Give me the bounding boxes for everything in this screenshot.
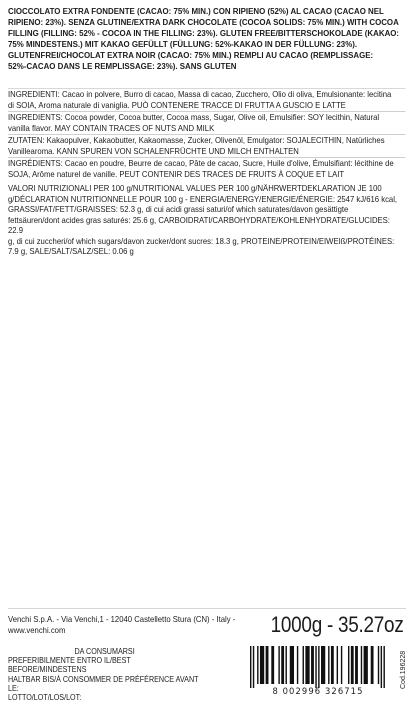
barcode-bar	[331, 646, 334, 684]
barcode-bar	[381, 646, 382, 688]
barcode-bar	[315, 646, 316, 688]
ingredients-section	[8, 88, 405, 180]
product-code: Cod.196228	[400, 650, 407, 689]
producer-address: Venchi S.p.A. - Via Venchi,1 - 12040 Castelletto Stura (CN) - Italy -	[8, 614, 236, 624]
barcode-bar	[260, 646, 264, 684]
ingredients-line: INGREDIENTS: Cocoa powder, Cocoa butter, Cocoa mass, Sugar, Olive oil, Emulsifier: SOY lecithin, Natural	[8, 112, 380, 122]
title-line: CIOCCOLATO EXTRA FONDENTE (CACAO: 75% MIN.) CON RIPIENO (52%) AL CACAO (CACAO NEL	[8, 6, 384, 16]
ingredients-line: SOJA, Arôme naturel de vanille. PEUT CONTENIR DES TRACES DE FRUITS À COQUE ET LAIT	[8, 169, 345, 179]
ingredients-it	[8, 88, 405, 111]
ingredients-line: vanilla flavor. MAY CONTAIN TRACES OF NUTS AND MILK	[8, 123, 215, 133]
ingredients-line: Vanillearoma. KANN SPUREN VON SCHALENFRÜCHTE UND MILCH ENTHALTEN	[8, 146, 299, 156]
title-line: RIPIENO: 23%). SENZA GLUTINE/EXTRA DARK CHOCOLATE (COCOA SOLIDS: 75% MIN.) WITH COCOA	[8, 17, 399, 27]
barcode-bar	[271, 646, 274, 684]
title-line: GLUTENFREI/CHOCOLAT EXTRA NOIR (CACAO: 75% MIN.) REMPLI AU CACAO (REMPLISSAGE:	[8, 50, 374, 60]
nutrition-line: VALORI NUTRIZIONALI PER 100 g/NUTRITIONAL VALUES PER 100 g/NÄHRWERTDEKLARATION JE 100	[8, 183, 382, 193]
barcode-bar	[341, 646, 342, 684]
ingredients-line: ZUTATEN: Kakaopulver, Kakaobutter, Kakaomasse, Zucker, Olivenöl, Emulgator: SOJALECITHIN, Natürliches	[8, 135, 385, 145]
barcode-bar	[351, 646, 354, 684]
best-before-line: PREFERIBILMENTE ENTRO IL/BEST BEFORE/MINDESTENS	[8, 656, 131, 675]
barcode-bar	[355, 646, 358, 684]
best-before	[8, 647, 201, 702]
nutrition-line: GRASSI/FAT/FETT/GRAISSES: 52.3 g, di cui acidi grassi saturi/of which saturates/davon gesättigte	[8, 204, 349, 214]
best-before-line: HALTBAR BIS/À CONSOMMER DE PRÉFÉRENCE AVANT LE:	[8, 674, 199, 693]
title-line: 75% MINDESTENS.) MIT KAKAO GEFÜLLT (FÜLLUNG: 52%-KAKAO IN DER FÜLLUNG: 23%).	[8, 39, 358, 49]
barcode-bar	[311, 646, 314, 684]
barcode-number: 8 002996 326715	[272, 686, 364, 696]
barcode-bar	[378, 646, 379, 684]
barcode-bar	[290, 646, 294, 684]
barcode-bar	[278, 646, 279, 684]
ingredients-line: INGRÉDIENTS: Cacao en poudre, Beurre de cacao, Pâte de cacao, Sucre, Huile d'olive, Émulsifiant: lécithine de	[8, 158, 394, 168]
barcode-bars	[246, 646, 390, 688]
barcode-bar	[321, 646, 325, 684]
barcode-bar	[361, 646, 362, 684]
barcode-bar	[371, 646, 374, 684]
barcode-bar	[348, 646, 349, 684]
barcode-bar	[281, 646, 284, 684]
barcode-bar	[328, 646, 329, 684]
barcode-bar	[297, 646, 298, 684]
nutrition-line: 7.9 g, SALE/SALT/SALZ/SEL: 0.06 g	[8, 246, 134, 256]
nutrition-line: g, di cui zuccheri/of which sugars/davon zucker/dont sucres: 18.3 g, PROTEINE/PROTEIN/EIWEIß/PROTÉINES:	[8, 235, 395, 246]
title-line: FILLING (FILLING: 52% - COCOA IN THE FILLING: 23%). GLUTEN FREE/BITTERSCHOKOLADE (KAKAO:	[8, 28, 400, 38]
nutrition-line: g/DÉCLARATION NUTRITIONNELLE POUR 100 g - ENERGIA/ENERGY/ENERGIE/ÉNERGIE: 2547 kJ/616 kcal,	[8, 193, 398, 204]
ingredients-en	[8, 111, 405, 134]
divider	[8, 608, 406, 609]
product-title	[8, 6, 404, 72]
lot-line: LOTTO/LOT/LOS/LOT:	[8, 693, 82, 702]
barcode-bar	[337, 646, 338, 684]
best-before-heading: DA CONSUMARSI	[74, 647, 135, 656]
nutrition-facts	[8, 183, 405, 257]
title-line: 52%-CACAO DANS LE REMPLISSAGE: 23%). SANS GLUTEN	[8, 61, 237, 71]
ingredients-line: INGREDIENTI: Cacao in polvere, Burro di cacao, Massa di cacao, Zucchero, Olio di oliva, Emulsionante: lecitina	[8, 89, 392, 99]
barcode-bar	[364, 646, 368, 684]
barcode-bar	[250, 646, 251, 688]
ingredients-fr	[8, 157, 405, 180]
barcode-bar	[305, 646, 309, 684]
nutrition-line: fettsäuren/dont acides gras saturés: 25.6 g, CARBOIDRATI/CARBOHYDRATE/KOHLENHYDRATE/GLUCIDES: 22.9	[8, 214, 390, 235]
ingredients-de	[8, 134, 405, 157]
producer-info	[8, 614, 284, 636]
ingredients-line: di SOIA, Aroma naturale di vaniglia. PUÒ CONTENERE TRACCE DI FRUTTA A GUSCIO E LATTE	[8, 100, 346, 110]
barcode-bar	[257, 646, 258, 684]
barcode-bar	[303, 646, 304, 684]
net-weight: 1000g - 35.27oz	[271, 612, 404, 637]
barcode-bar	[383, 646, 384, 688]
barcode-bar	[253, 646, 254, 688]
barcode-bar	[286, 646, 287, 684]
barcode	[246, 646, 390, 688]
barcode-bar	[318, 646, 319, 688]
barcode-bar	[266, 646, 269, 684]
producer-website: www.venchi.com	[8, 625, 66, 635]
